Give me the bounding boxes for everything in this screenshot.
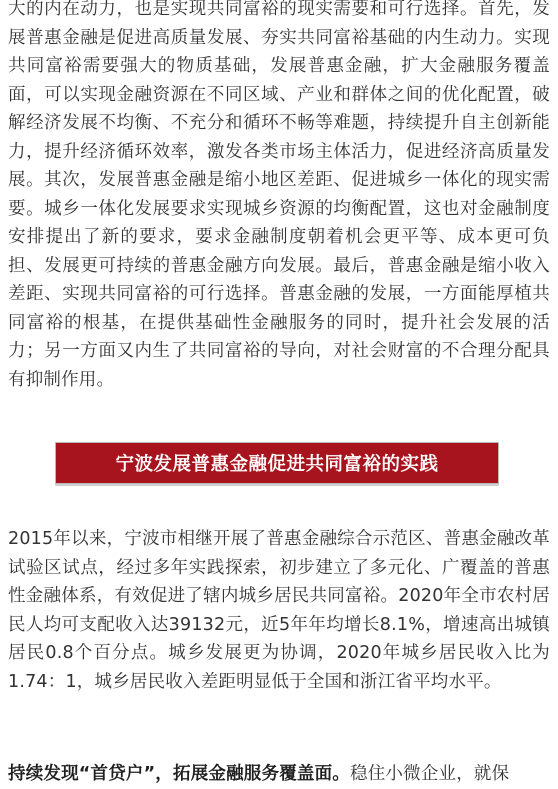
body-paragraph: 大的内在动力，也是实现共同富裕的现实需要和可行选择。首先，发展普惠金融是促进高质量发展、夯实共同富裕基础的内生动力。实现共同富裕需要强大的物质基础，发展普惠金融，扩大金融服务覆盖面，可以实现金融资源在不同区域、产业和群体之间的优化配置，破解经济发展不均衡、不充分和循环不畅等难题，持续提升自主创新能力，提升经济循环效率，激发各类市场主体活力，促进经济高质量发展。其次，发展普惠金融是缩小地区差距、促进城乡一体化的现实需要。城乡一体化发展要求实现城乡资源的均衡配置，这也对金融制度安排提出了新的要求，要求金融制度朝着机会更平等、成本更可负担、发展更可持续的普惠金融方向发展。最后，普惠金融是缩小收入差距、实现共同富裕的可行选择。普惠金融的发展，一方面能厚植共同富裕的根基，在提供基础性金融服务的同时，提升社会发展的活力；另一方面又内生了共同富裕的导向，对社会财富的不合理分配具有抑制作用。 — [8, 0, 550, 390]
paragraph-lead-heading: 持续发现“首贷户”，拓展金融服务覆盖面。 — [8, 764, 351, 784]
paragraph-body-text: 稳住小微企业，就保 — [350, 764, 510, 784]
body-paragraph-bold-lead — [8, 760, 550, 789]
section-heading-title: 宁波发展普惠金融促进共同富裕的实践 — [115, 454, 439, 475]
body-paragraph: 2015年以来，宁波市相继开展了普惠金融综合示范区、普惠金融改革试验区试点，经过多年实践探索，初步建立了多元化、广覆盖的普惠性金融体系，有效促进了辖内城乡居民共同富裕。2020年全市农村居民人均可支配收入达39132元，近5年年均增长8.1%，增速高出城镇居民0.8个百分点。城乡发展更为协调，2020年城乡居民收入比为1.74：1，城乡居民收入差距明显低于全国和浙江省平均水平。 — [8, 529, 550, 692]
section-heading-banner — [56, 443, 498, 483]
